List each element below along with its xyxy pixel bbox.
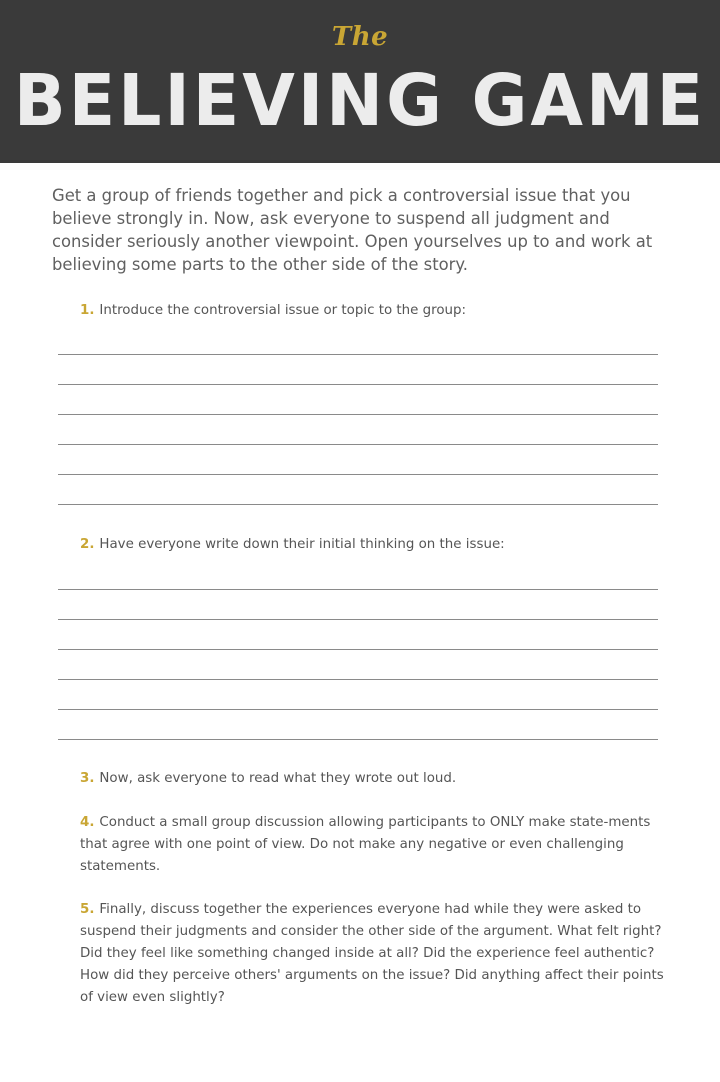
answer-line[interactable]	[58, 709, 658, 710]
answer-line[interactable]	[58, 649, 658, 650]
step-5-text: Finally, discuss together the experiences everyone had while they were asked to suspend their judgments and consider the other side of the argument. What felt right? Did they feel like something changed inside at all? Did the experience feel authentic? How did they perceive others' arguments on the issue? Did anything affect their points of view even slightly?	[80, 902, 664, 1005]
step-4-text: Conduct a small group discussion allowing participants to ONLY make state-ments that agree with one point of view. Do not make any negative or even challenging statements.	[80, 815, 651, 874]
step-2	[80, 534, 670, 556]
answer-line[interactable]	[58, 354, 658, 355]
step-2-text: Have everyone write down their initial thinking on the issue:	[99, 537, 505, 552]
step-1	[80, 300, 670, 322]
title-script-word: The	[331, 22, 389, 52]
step-1-text: Introduce the controversial issue or topic to the group:	[99, 303, 467, 318]
answer-line[interactable]	[58, 474, 658, 475]
step-5	[80, 899, 670, 1009]
step-5-number: 5.	[80, 902, 95, 917]
step-4	[80, 812, 670, 878]
answer-line[interactable]	[58, 739, 658, 740]
answer-line[interactable]	[58, 414, 658, 415]
answer-line[interactable]	[58, 384, 658, 385]
step-2-number: 2.	[80, 537, 95, 552]
step-3-text: Now, ask everyone to read what they wrote out loud.	[99, 771, 457, 786]
step-3	[80, 768, 670, 790]
answer-line[interactable]	[58, 589, 658, 590]
title-banner	[0, 0, 720, 163]
answer-line[interactable]	[58, 679, 658, 680]
answer-line[interactable]	[58, 444, 658, 445]
page-title: BELIEVING GAME	[13, 60, 707, 143]
step-4-number: 4.	[80, 815, 95, 830]
step-3-number: 3.	[80, 771, 95, 786]
step-1-number: 1.	[80, 303, 95, 318]
intro-paragraph: Get a group of friends together and pick a controversial issue that you believe strongly in. Now, ask everyone to suspend all judgment and consider seriously another viewpoint. Open yourselves up to and work at believing some parts to the other side of the story.	[52, 186, 653, 274]
answer-line[interactable]	[58, 619, 658, 620]
answer-line[interactable]	[58, 504, 658, 505]
